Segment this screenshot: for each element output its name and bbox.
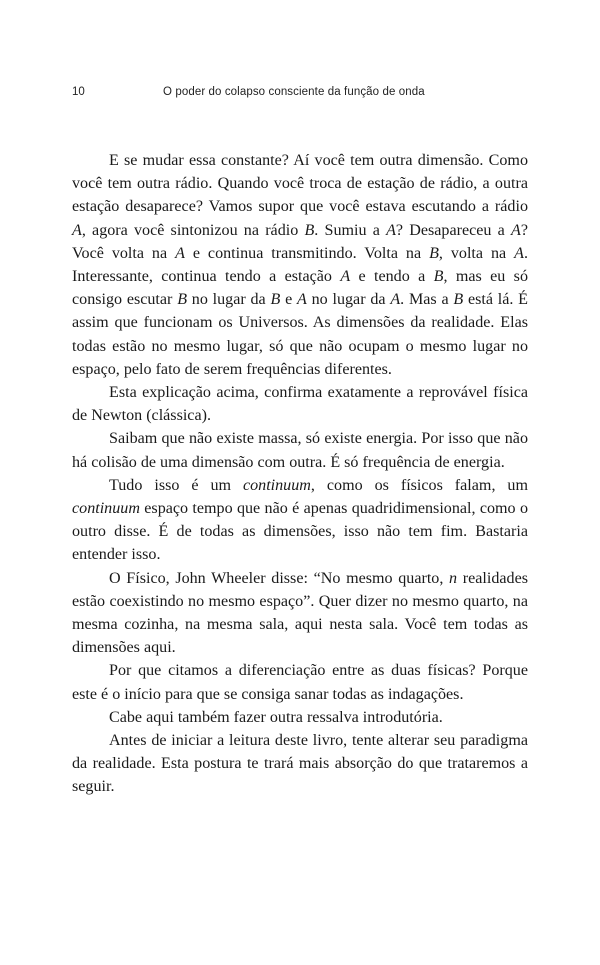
body-text [72,149,528,799]
text-run: Cabe aqui também fazer outra ressalva introdutória. [109,708,443,726]
text-run: Antes de iniciar a leitura deste livro, tente alterar seu paradigma da realidade. Esta postura te trará mais absorção do que trataremos a seguir. [72,732,528,796]
italic-run: B [429,244,439,262]
text-run: ? Você volta na [72,221,528,262]
text-run: E se mudar essa constante? Aí você tem outra dimensão. Como você tem outra rádio. Quando você troca de estação de rádio, a outra estação desaparece? Vamos supor que você estava escutando a rádio [72,152,528,216]
text-run: . Mas a [400,291,454,309]
paragraph [72,659,528,705]
paragraph [72,706,528,729]
italic-run: A [340,268,351,286]
text-run: realidades estão coexistindo no mesmo espaço”. Quer dizer no mesmo quarto, na mesma cozinha, na mesma sala, aqui nesta sala. Você tem todas as dimensões aqui. [72,569,528,657]
text-run: . Sumiu a [314,221,387,239]
italic-run: A [297,291,307,309]
italic-run: A [72,221,82,239]
text-run: Tudo isso é um [109,476,243,494]
text-run: e tendo a [350,268,434,286]
text-run: e continua transmitindo. Volta na [184,244,430,262]
italic-run: B [304,221,315,239]
paragraph [72,381,528,427]
paragraph [72,567,528,660]
running-header [72,86,528,106]
page-number: 10 [72,86,85,98]
text-run: O Físico, John Wheeler disse: “No mesmo quarto, [109,569,450,587]
italic-run: A [390,291,401,309]
text-run: ? Desapareceu a [395,221,511,239]
paragraph [72,149,528,381]
text-run: espaço tempo que não é apenas quadridimensional, como o outro disse. É de todas as dimensões, isso não tem fim. Bastaria entender isso. [72,500,528,564]
text-run: no lugar da [306,291,391,309]
text-run: no lugar da [187,291,271,309]
text-run: Esta explicação acima, confirma exatamente a reprovável física de Newton (clássica). [72,384,528,425]
italic-run: B [433,268,444,286]
text-run: , volta na [438,244,515,262]
italic-run: A [514,244,524,262]
italic-run: B [177,291,188,309]
paragraph [72,474,528,567]
text-run: . Interessante, continua tendo a estação [72,244,528,286]
text-run: e [280,291,298,309]
text-run: Saibam que não existe massa, só existe energia. Por isso que não há colisão de uma dimensão com outra. É só frequência de energia. [72,430,528,471]
text-run: , como os físicos falam, um [310,476,528,494]
text-run: Por que citamos a diferenciação entre as duas físicas? Porque este é o início para que se consiga sanar todas as indagações. [72,662,528,703]
running-title: O poder do colapso consciente da função de onda [163,86,425,98]
italic-run: A [510,221,521,239]
text-run: , agora você sintonizou na rádio [81,221,305,239]
paragraph [72,427,528,473]
italic-run: continuum [72,500,140,518]
text-run: está lá. É assim que funcionam os Universos. As dimensões da realidade. Elas todas estão no mesmo lugar, só que não ocupam o mesmo lugar no espaço, pelo fato de serem frequências diferentes. [72,291,529,378]
italic-run: A [386,221,396,239]
italic-run: continuum [242,476,311,494]
italic-run: B [453,291,464,309]
italic-run: A [175,244,185,262]
paragraph [72,729,528,799]
italic-run: n [449,569,458,587]
italic-run: B [270,291,281,309]
text-run: , mas eu só consigo escutar [72,268,528,309]
